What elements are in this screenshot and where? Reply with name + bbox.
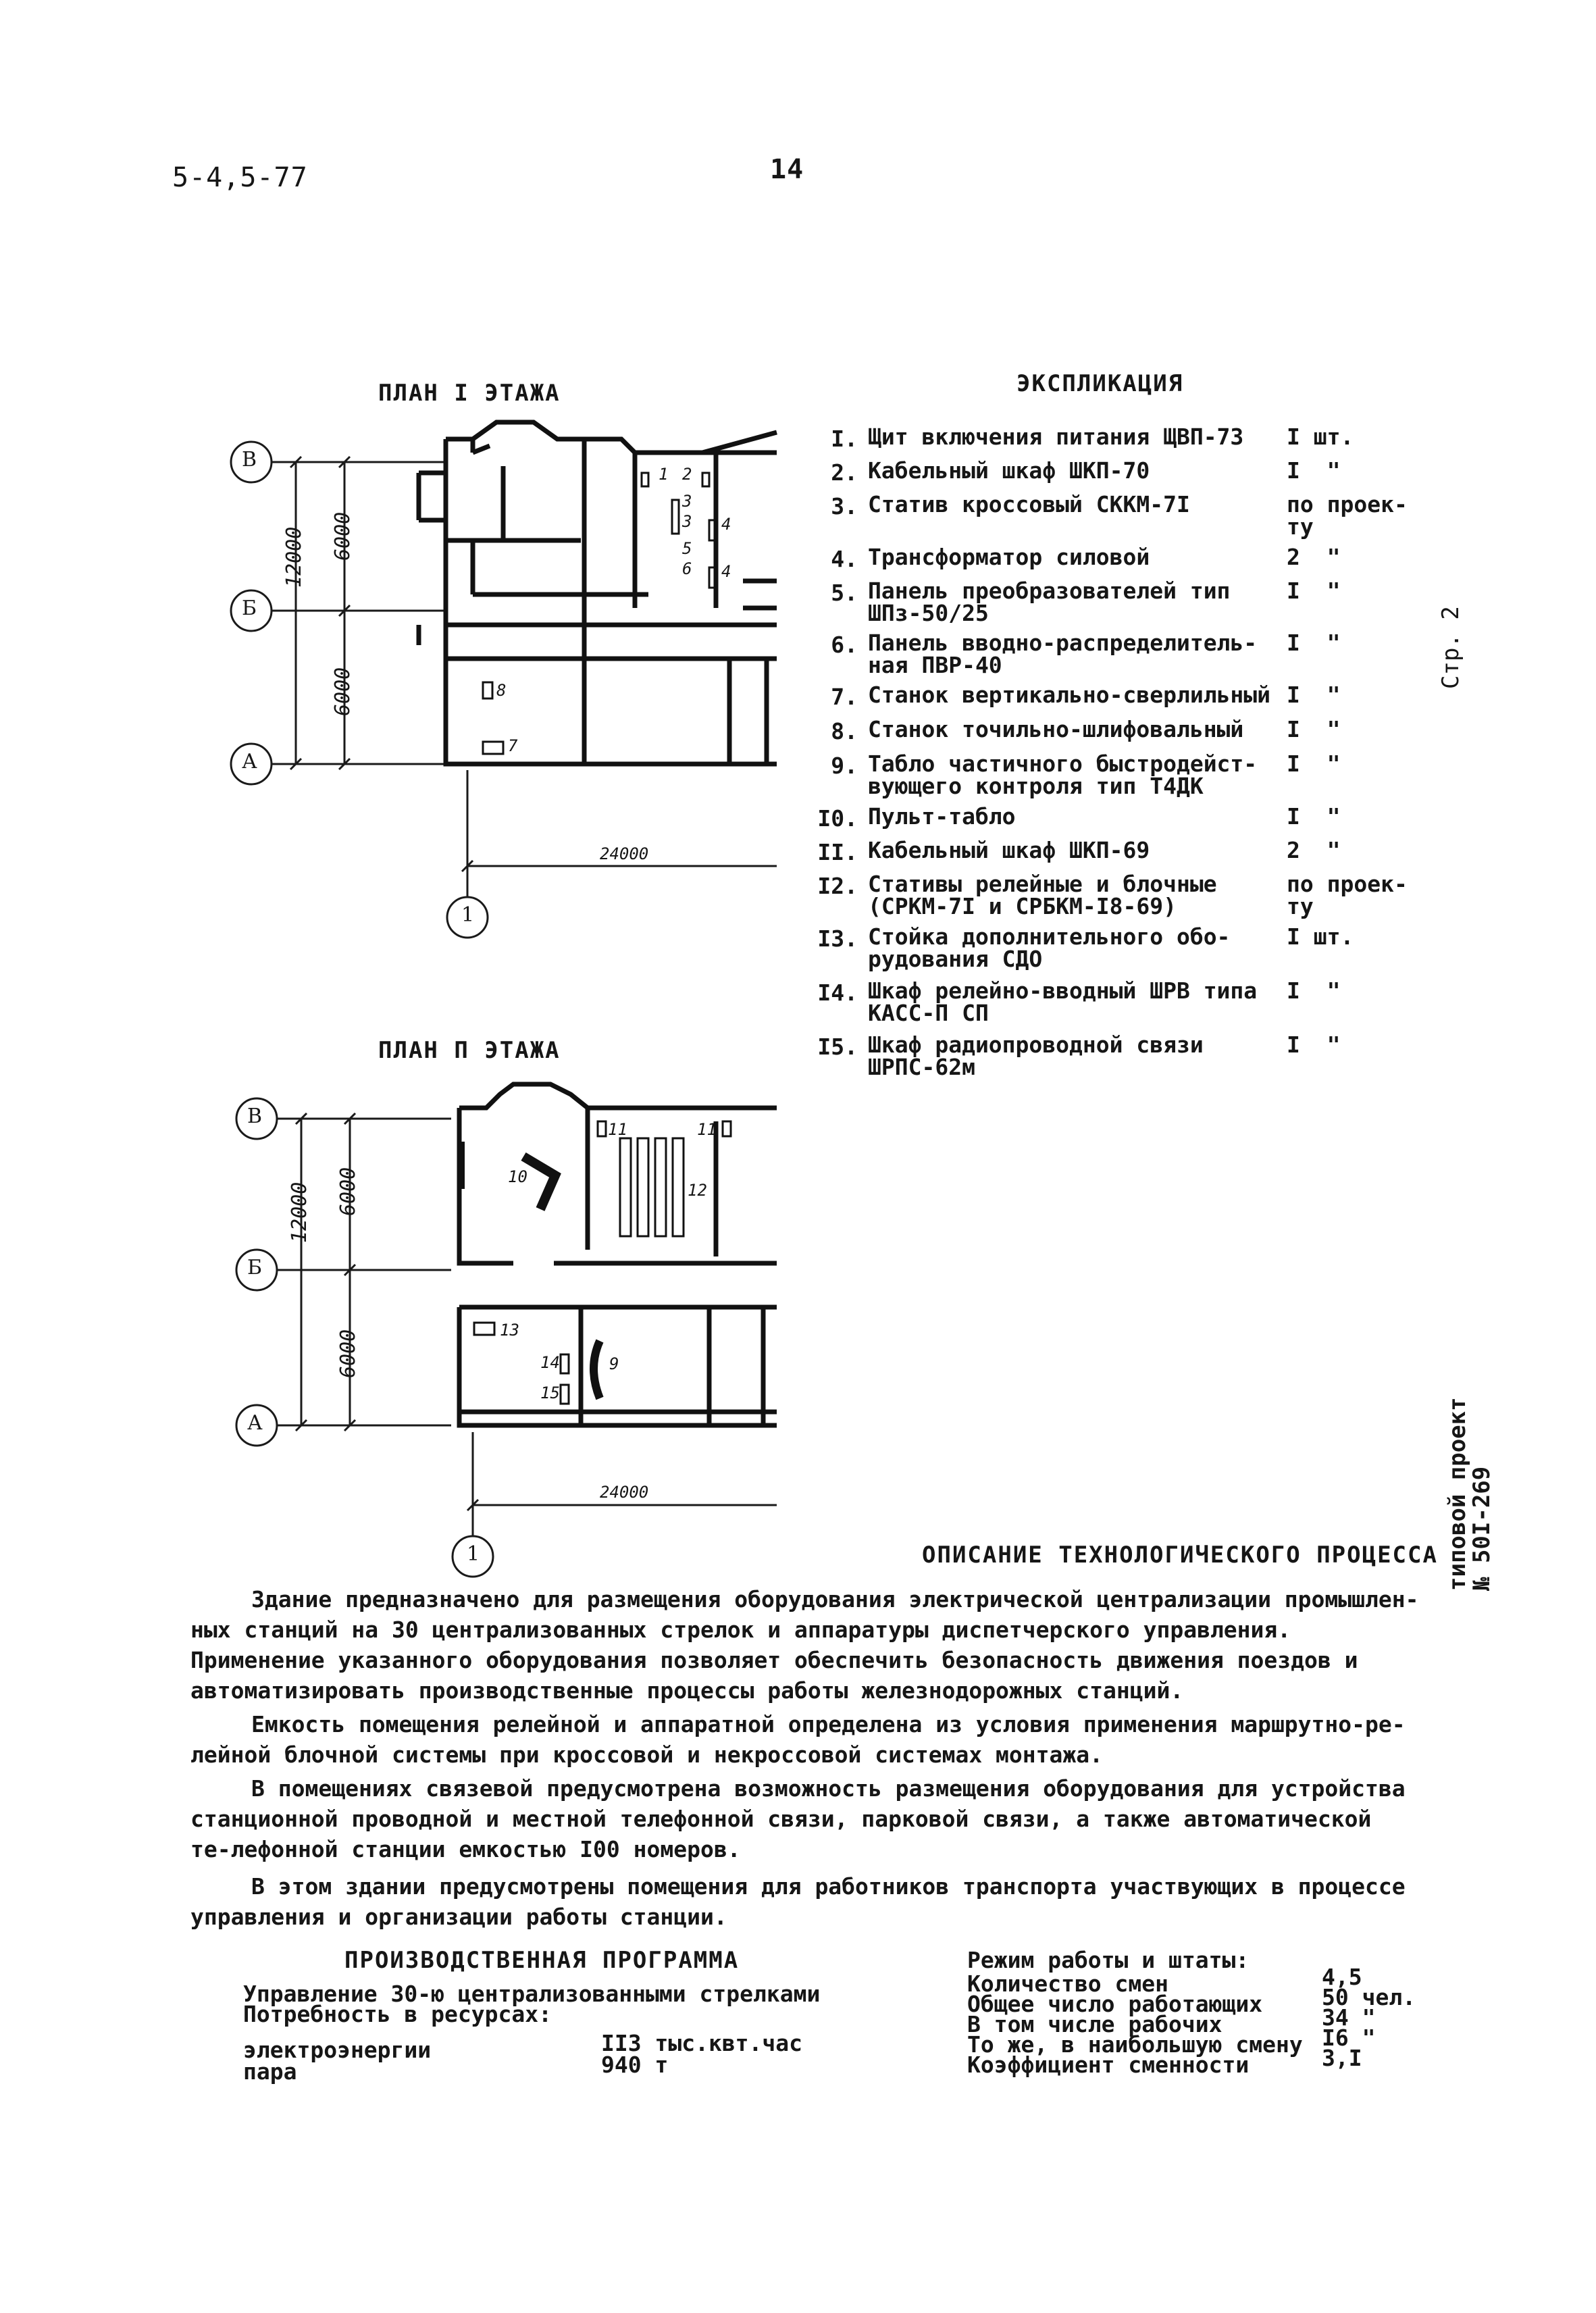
- explication-item-quantity: I ": [1287, 682, 1341, 708]
- plan2-tag: 10: [508, 1167, 527, 1186]
- plan1-tag: 4: [721, 515, 731, 534]
- explication-item-quantity: I шт.: [1287, 424, 1354, 450]
- staff-title: Режим работы и штаты:: [967, 1947, 1250, 1973]
- plan2-dim-upper: 6000: [336, 1167, 360, 1216]
- staff-row-label: То же, в наибольшую смену: [967, 2031, 1303, 2058]
- explication-item-name: Статив кроссовый СККМ-7I: [868, 491, 1190, 517]
- plan1-tag: 1: [659, 465, 669, 484]
- plan1-tag: 3: [682, 512, 692, 531]
- explication-item-number: 2.: [831, 459, 858, 486]
- description-paragraph-1: Здание предназначено для размещения оборудования электрической централизации промышлен-ных станций на 30 централизованных стрелок и аппаратуры диспетчерского управления. Применение указанного оборудования позволяет обеспечить безопасность движения поездов и автоматизировать производственные процессы работы железнодорожных станций.: [190, 1586, 1419, 1704]
- sheet-number-margin: Стр. 2: [1437, 606, 1464, 689]
- explication-item-name: Стойка дополнительного обо- рудования СДО: [868, 923, 1231, 972]
- explication-item-name: Панель вводно-распределитель- ная ПВР-40: [868, 630, 1258, 678]
- explication-item-number: I2.: [817, 873, 858, 899]
- explication-item-quantity: по проек- ту: [1287, 491, 1408, 540]
- program-title: ПРОИЗВОДСТВЕННАЯ ПРОГРАММА: [344, 1947, 740, 1974]
- staff-row-value: 34 ": [1322, 2004, 1376, 2031]
- plan1-tag: 2: [682, 465, 692, 484]
- explication-item-name: Кабельный шкаф ШКП-69: [868, 837, 1150, 863]
- plan1-axis-label-b: Б: [242, 596, 257, 620]
- explication-item-quantity: I ": [1287, 803, 1341, 830]
- staff-row-value: 3,I: [1322, 2045, 1362, 2071]
- page-number: 14: [770, 154, 804, 185]
- staff-row-label: Количество смен: [967, 1971, 1169, 1997]
- explication-title: ЭКСПЛИКАЦИЯ: [1016, 370, 1184, 397]
- explication-item-name: Станок вертикально-сверлильный: [868, 682, 1271, 708]
- document-code: 5-4,5-77: [172, 162, 308, 193]
- description-paragraph-2: Емкость помещения релейной и аппаратной определена из условия применения маршрутно-ре-лейной блочной системы при кроссовой и некроссовой системах монтажа.: [190, 1711, 1406, 1768]
- explication-item-number: 9.: [831, 753, 858, 779]
- plan2-title: ПЛАН П ЭТАЖА: [378, 1037, 561, 1064]
- explication-item-number: II.: [817, 839, 858, 865]
- explication-item-name: Станок точильно-шлифовальный: [868, 716, 1244, 742]
- plan2-tag: 13: [500, 1321, 519, 1340]
- plan1-title: ПЛАН I ЭТАЖА: [378, 380, 561, 407]
- plan1-dim-total: 12000: [282, 526, 306, 588]
- explication-item-name: Кабельный шкаф ШКП-70: [868, 457, 1150, 484]
- explication-item-number: 5.: [831, 580, 858, 606]
- explication-item-name: Шкаф релейно-вводный ШРВ типа КАСС-П СП: [868, 977, 1258, 1026]
- program-line-1: Управление 30-ю централизованными стрелками: [243, 1981, 821, 2007]
- plan2-axis-label-a: А: [247, 1411, 263, 1435]
- plan2-tag: 12: [688, 1181, 707, 1200]
- explication-item-quantity: I ": [1287, 751, 1341, 777]
- explication-item-name: Панель преобразователей тип ШПз-50/25: [868, 578, 1231, 626]
- explication-item-number: I4.: [817, 980, 858, 1006]
- plan2-dim-lower: 6000: [336, 1329, 360, 1378]
- staff-row-value: I6 ": [1322, 2025, 1376, 2051]
- description-paragraph-4: В этом здании предусмотрены помещения для работников транспорта участвующих в процессе управления и организации работы станции.: [190, 1873, 1406, 1930]
- resource-label: электроэнергии: [243, 2037, 432, 2063]
- plan1-tag: 4: [721, 562, 731, 581]
- explication-item-quantity: по проек- ту: [1287, 871, 1408, 919]
- plan2-axis-label-1: 1: [467, 1542, 480, 1566]
- explication-item-name: Стативы релейные и блочные (СРКМ-7I и СРБКМ-I8-69): [868, 871, 1217, 919]
- plan2-tag: 11: [608, 1120, 627, 1139]
- explication-item-quantity: I ": [1287, 1032, 1341, 1058]
- resource-label: пара: [243, 2058, 297, 2085]
- explication-item-number: I0.: [817, 805, 858, 832]
- plan2-tag: 15: [540, 1383, 560, 1402]
- staff-row-value: 50 чел.: [1322, 1984, 1416, 2010]
- explication-item-quantity: I шт.: [1287, 923, 1354, 950]
- explication-item-quantity: I ": [1287, 977, 1341, 1004]
- staff-row-label: В том числе рабочих: [967, 2011, 1222, 2037]
- resource-value: II3 тыс.квт.час: [601, 2030, 803, 2056]
- plan1-tag: 7: [508, 736, 518, 755]
- staff-row-label: Общее число работающих: [967, 1991, 1263, 2017]
- explication-item-number: 7.: [831, 684, 858, 710]
- explication-item-quantity: I ": [1287, 578, 1341, 604]
- explication-item-name: Табло частичного быстродейст- вующего контроля тип Т4ДК: [868, 751, 1258, 799]
- plan2-axis-label-v: В: [247, 1104, 263, 1128]
- explication-item-number: I5.: [817, 1034, 858, 1060]
- explication-item-quantity: 2 ": [1287, 544, 1341, 570]
- explication-item-quantity: I ": [1287, 630, 1341, 656]
- explication-item-number: I3.: [817, 925, 858, 952]
- explication-item-number: 4.: [831, 546, 858, 572]
- project-margin: типовой проект № 50I-269: [1444, 1397, 1495, 1591]
- staff-row-value: 4,5: [1322, 1964, 1362, 1990]
- plan1-dim-upper: 6000: [331, 511, 355, 561]
- explication-item-number: 3.: [831, 493, 858, 519]
- plan2-dim-horizontal: 24000: [600, 1483, 649, 1502]
- explication-item-quantity: I ": [1287, 716, 1341, 742]
- explication-item-name: Шкаф радиопроводной связи ШРПС-62м: [868, 1032, 1204, 1080]
- plan2-tag: 9: [609, 1354, 619, 1373]
- plan2-tag: 14: [540, 1353, 560, 1372]
- explication-item-number: 6.: [831, 632, 858, 658]
- plan2-axis-label-b: Б: [247, 1256, 263, 1279]
- plan1-dim-lower: 6000: [331, 667, 355, 716]
- plan1-tag: 8: [496, 681, 507, 700]
- explication-item-name: Щит включения питания ЩВП-73: [868, 424, 1244, 450]
- resource-value: 940 т: [601, 2052, 669, 2078]
- explication-item-name: Трансформатор силовой: [868, 544, 1150, 570]
- plan2-dim-total: 12000: [288, 1181, 311, 1243]
- description-paragraph-3: В помещениях связевой предусмотрена возможность размещения оборудования для устройства станционной проводной и местной телефонной связи, парковой связи, а также автоматической те-лефонной станции емкостью I00 номеров.: [190, 1775, 1406, 1862]
- explication-item-number: I.: [831, 426, 858, 452]
- plan1-axis-label-v: В: [242, 448, 257, 472]
- plan1-dim-horizontal: 24000: [600, 844, 649, 863]
- explication-item-name: Пульт-табло: [868, 803, 1016, 830]
- plan2-tag: 11: [697, 1120, 717, 1139]
- program-line-2: Потребность в ресурсах:: [243, 2001, 552, 2027]
- plan1-tag: 3: [682, 492, 692, 511]
- description-title: ОПИСАНИЕ ТЕХНОЛОГИЧЕСКОГО ПРОЦЕССА: [922, 1542, 1438, 1569]
- plan2-drawing: [0, 0, 810, 1608]
- plan1-axis-label-a: А: [242, 750, 257, 773]
- explication-item-quantity: 2 ": [1287, 837, 1341, 863]
- explication-item-number: 8.: [831, 718, 858, 744]
- staff-row-label: Коэффициент сменности: [967, 2052, 1250, 2078]
- explication-item-quantity: I ": [1287, 457, 1341, 484]
- plan1-axis-label-1: 1: [461, 903, 475, 927]
- plan1-tag: 5: [682, 539, 692, 558]
- plan1-tag: 6: [682, 559, 692, 578]
